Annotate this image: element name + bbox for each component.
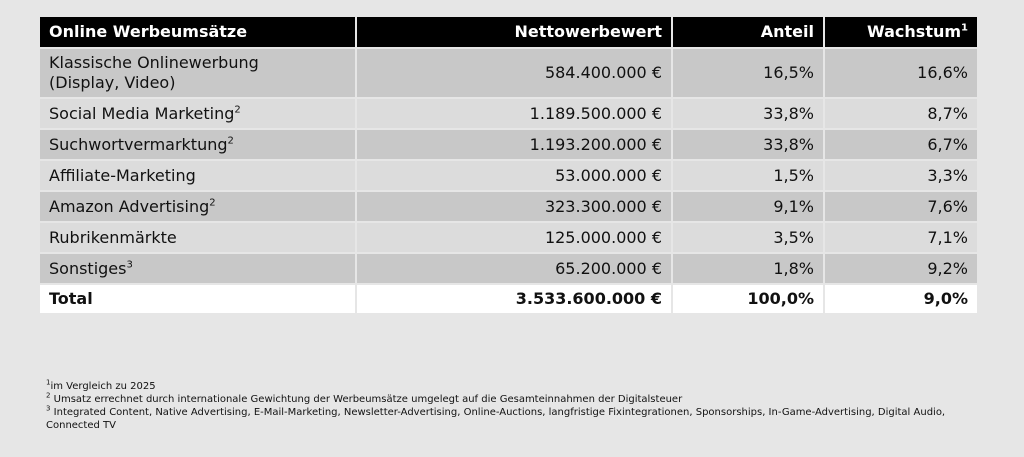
table-row (39, 253, 978, 284)
total-growth: 9,0% (824, 284, 978, 314)
header-net-value-label: Nettowerbewert (514, 22, 662, 41)
row-share: 16,5% (672, 48, 824, 98)
row-net-value: 1.193.200.000 € (356, 129, 672, 160)
table-row (39, 222, 978, 253)
ad-revenue-table-container (38, 15, 977, 315)
footnote-text: im Vergleich zu 2025 (50, 381, 156, 392)
row-growth: 3,3% (824, 160, 978, 191)
footnotes (46, 380, 986, 432)
row-growth: 9,2% (824, 253, 978, 284)
row-label-cell (39, 129, 356, 160)
footnote-mark: 2 (46, 391, 51, 400)
row-share: 1,5% (672, 160, 824, 191)
table-row (39, 160, 978, 191)
row-label: Klassische Onlinewerbung (Display, Video) (49, 53, 259, 92)
row-label: Affiliate-Marketing (49, 165, 196, 185)
row-share: 33,8% (672, 98, 824, 129)
table-row (39, 98, 978, 129)
header-growth (824, 16, 978, 48)
row-footnote-mark: 2 (227, 135, 234, 147)
table-row (39, 48, 978, 98)
row-net-value: 53.000.000 € (356, 160, 672, 191)
row-net-value: 584.400.000 € (356, 48, 672, 98)
row-label-cell (39, 48, 356, 98)
row-share: 33,8% (672, 129, 824, 160)
row-label: Sonstiges (49, 258, 127, 278)
row-label-cell (39, 191, 356, 222)
header-share-label: Anteil (760, 22, 814, 41)
table-header-row (39, 16, 978, 48)
footnote-mark: 1 (46, 378, 51, 387)
row-label-cell (39, 253, 356, 284)
table-total-row (39, 284, 978, 314)
row-share: 3,5% (672, 222, 824, 253)
footnote-text: Integrated Content, Native Advertising, E-Mail-Marketing, Newsletter-Advertising, Online-Auctions, langfristige Fixintegrationen, Sponsorships, In-Game-Advertising, Digital Audio, Connected TV (46, 407, 946, 431)
row-net-value: 1.189.500.000 € (356, 98, 672, 129)
total-label: Total (39, 284, 356, 314)
header-growth-footnote-mark: 1 (961, 22, 968, 34)
header-growth-label: Wachstum (867, 22, 962, 41)
total-net-value: 3.533.600.000 € (356, 284, 672, 314)
footnote-3 (46, 406, 986, 432)
row-footnote-mark: 2 (209, 197, 216, 209)
row-net-value: 323.300.000 € (356, 191, 672, 222)
row-growth: 8,7% (824, 98, 978, 129)
table-row (39, 191, 978, 222)
row-footnote-mark: 2 (234, 104, 241, 116)
footnote-mark: 3 (46, 404, 51, 413)
row-label-cell (39, 98, 356, 129)
total-share: 100,0% (672, 284, 824, 314)
row-growth: 6,7% (824, 129, 978, 160)
footnote-2 (46, 393, 986, 406)
row-share: 1,8% (672, 253, 824, 284)
row-growth: 7,1% (824, 222, 978, 253)
row-label: Amazon Advertising (49, 196, 210, 216)
row-label-cell (39, 160, 356, 191)
header-net-value (356, 16, 672, 48)
header-category-label: Online Werbeumsätze (49, 22, 248, 41)
row-net-value: 125.000.000 € (356, 222, 672, 253)
row-label-cell (39, 222, 356, 253)
row-label: Suchwortvermarktung (49, 134, 228, 154)
table-row (39, 129, 978, 160)
row-label: Rubrikenmärkte (49, 227, 177, 247)
header-share (672, 16, 824, 48)
header-category (39, 16, 356, 48)
row-share: 9,1% (672, 191, 824, 222)
row-growth: 16,6% (824, 48, 978, 98)
row-footnote-mark: 3 (126, 259, 133, 271)
footnote-1 (46, 380, 986, 393)
row-label: Social Media Marketing (49, 103, 235, 123)
ad-revenue-table (38, 15, 979, 315)
row-growth: 7,6% (824, 191, 978, 222)
footnote-text: Umsatz errechnet durch internationale Gewichtung der Werbeumsätze umgelegt auf die Gesamteinnahmen der Digitalsteuer (53, 394, 683, 405)
row-net-value: 65.200.000 € (356, 253, 672, 284)
